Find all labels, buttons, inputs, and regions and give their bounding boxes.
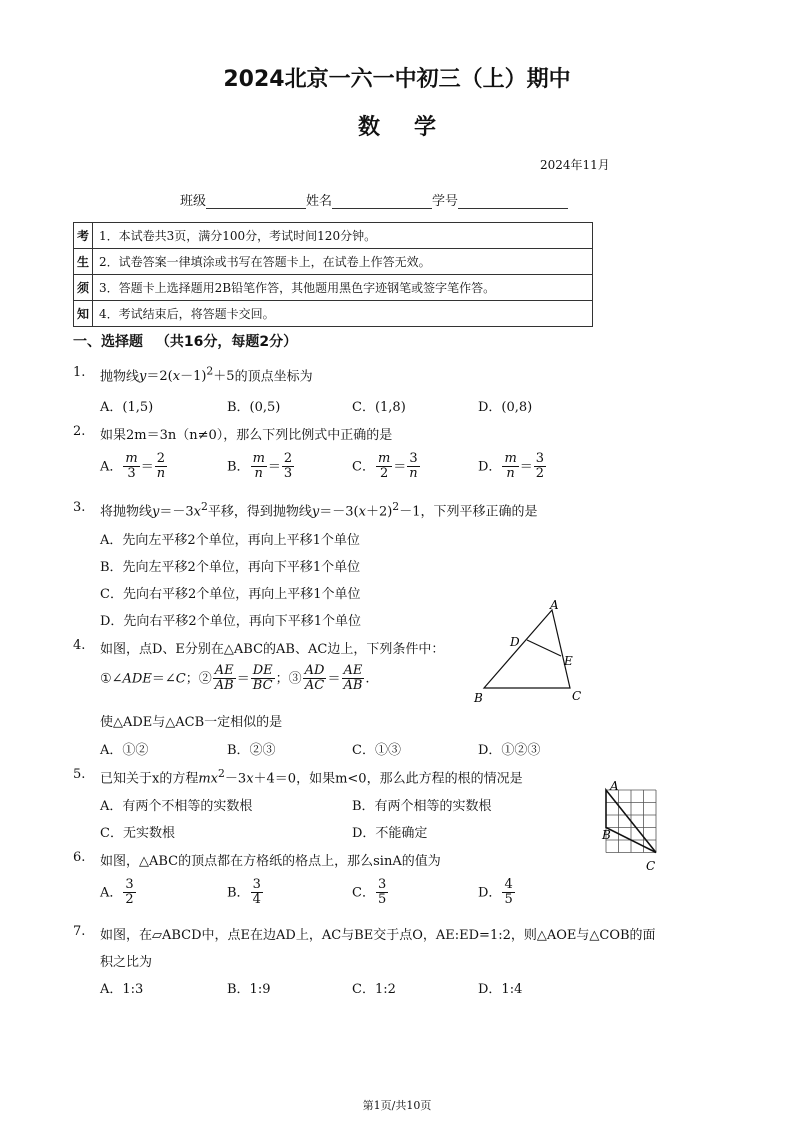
q4-triangle-figure (470, 598, 590, 710)
notice-side-char: 考 (74, 223, 93, 249)
notice-item: 4．考试结束后，将答题卡交回。 (93, 301, 593, 327)
notice-item: 2．试卷答案一律填涂或书写在答题卡上，在试卷上作答无效。 (93, 249, 593, 275)
q4-option-b: B．②③ (227, 743, 276, 758)
q1-option-d: D．(0,8) (478, 400, 533, 415)
q4-number: 4. (73, 638, 86, 653)
q1-option-b: B．(0,5) (227, 400, 281, 415)
q1-text: 抛物线$y=2(x-1)^2+5$的顶点坐标为 (100, 365, 313, 385)
section-note: （共16分，每题2分） (155, 334, 298, 350)
q6-option-b: B． $\frac{3}{4}$ (227, 877, 261, 908)
q6-option-a: A． $\frac{3}{2}$ (100, 877, 134, 908)
q7-text-line1: 如图，在▱ABCD中，点E在边AD上，AC与BE交于点O，AE:ED=1:2，则△AOE与△COB的面 (100, 928, 656, 943)
q6-option-c: C． $\frac{3}{5}$ (352, 877, 387, 908)
exam-title: 2024北京一六一中初三（上）期中 (223, 67, 571, 92)
q4-conditions: ①∠ADE＝∠C；② $\frac{AE}{AB}$ ＝ $\frac{DE}{BC}$ ；③ $\frac{AD}{AC}$ ＝ $\frac{AE}{AB}$ . (100, 663, 370, 694)
page-footer: 第1页/共10页 (362, 1099, 432, 1112)
q3-option-a: A．先向左平移2个单位，再向上平移1个单位 (100, 533, 360, 548)
q2-number: 2. (73, 424, 86, 439)
q4-option-a: A．①② (100, 743, 149, 758)
q2-option-c: C． $\frac{m}{2}$ ＝ $\frac{3}{n}$ (352, 451, 418, 482)
q3-option-b: B．先向左平移2个单位，再向下平移1个单位 (100, 560, 361, 575)
q6-option-d: D． $\frac{4}{5}$ (478, 877, 513, 908)
class-blank (206, 194, 306, 209)
q6-grid-figure (600, 780, 668, 874)
exam-date: 2024年11月 (540, 158, 610, 172)
q3-option-c: C．先向右平移2个单位，再向上平移1个单位 (100, 587, 361, 602)
section-title: 一、选择题 (73, 334, 143, 350)
label-b: B (474, 691, 483, 705)
notice-side-char: 须 (74, 275, 93, 301)
notice-item: 3．答题卡上选择题用2B铅笔作答，其他题用黑色字迹钢笔或签字笔作答。 (93, 275, 593, 301)
q4-text: 如图，点D、E分别在△ABC的AB、AC边上，下列条件中： (100, 642, 445, 657)
triangle-abc (484, 610, 570, 688)
q7-number: 7. (73, 924, 86, 939)
id-blank (458, 194, 568, 209)
name-label: 姓名 (306, 194, 333, 209)
notice-side-char: 生 (74, 249, 93, 275)
q3-text: 将抛物线$y=-3x^2$平移，得到抛物线$y=-3(x+2)^2-1$，下列平移正确的是 (100, 500, 538, 520)
q5-option-d: D．不能确定 (352, 826, 428, 841)
id-label: 学号 (432, 194, 459, 209)
label-b: B (602, 828, 611, 842)
name-blank (332, 194, 432, 209)
label-d: D (510, 635, 520, 649)
label-e: E (564, 654, 573, 668)
label-c: C (572, 689, 582, 703)
q1-option-a: A．(1,5) (100, 400, 154, 415)
q5-option-c: C．无实数根 (100, 826, 175, 841)
label-c: C (646, 859, 656, 873)
q4-option-c: C．①③ (352, 743, 401, 758)
info-line (180, 190, 568, 209)
q4-conclusion: 使△ADE与△ACB一定相似的是 (100, 715, 283, 730)
q5-option-a: A．有两个不相等的实数根 (100, 799, 253, 814)
q7-text-line2: 积之比为 (100, 955, 153, 970)
q1-number: 1. (73, 365, 86, 380)
q7-option-d: D．1:4 (478, 982, 523, 997)
q2-option-b: B． $\frac{m}{n}$ ＝ $\frac{2}{3}$ (227, 451, 293, 482)
class-label: 班级 (180, 194, 207, 209)
q2-text: 如果2m＝3n（n≠0），那么下列比例式中正确的是 (100, 428, 393, 443)
q6-number: 6. (73, 850, 86, 865)
label-a: A (610, 780, 619, 793)
notice-item: 1．本试卷共3页，满分100分，考试时间120分钟。 (93, 223, 593, 249)
q7-option-c: C．1:2 (352, 982, 396, 997)
q3-number: 3. (73, 500, 86, 515)
q7-option-b: B．1:9 (227, 982, 271, 997)
q2-option-d: D． $\frac{m}{n}$ ＝ $\frac{3}{2}$ (478, 451, 545, 482)
q1-formula: $y=2(x-1)^2+5$ (139, 365, 235, 385)
q2-option-a: A． $\frac{m}{3}$ ＝ $\frac{2}{n}$ (100, 451, 166, 482)
q3-option-d: D．先向右平移2个单位，再向下平移1个单位 (100, 614, 361, 629)
q6-text: 如图，△ABC的顶点都在方格纸的格点上，那么sinA的值为 (100, 854, 441, 869)
segment-de (527, 640, 561, 656)
q4-option-d: D．①②③ (478, 743, 541, 758)
q5-text: 已知关于x的方程$mx^2-3x+4=0$，如果m<0，那么此方程的根的情况是 (100, 767, 523, 787)
q5-number: 5. (73, 767, 86, 782)
q7-option-a: A．1:3 (100, 982, 144, 997)
q5-option-b: B．有两个相等的实数根 (352, 799, 492, 814)
q1-option-c: C．(1,8) (352, 400, 406, 415)
notice-side-char: 知 (74, 301, 93, 327)
subject-title: 数学 (357, 115, 470, 140)
label-a: A (550, 598, 559, 612)
notice-box (73, 222, 593, 327)
section-heading (73, 331, 297, 351)
